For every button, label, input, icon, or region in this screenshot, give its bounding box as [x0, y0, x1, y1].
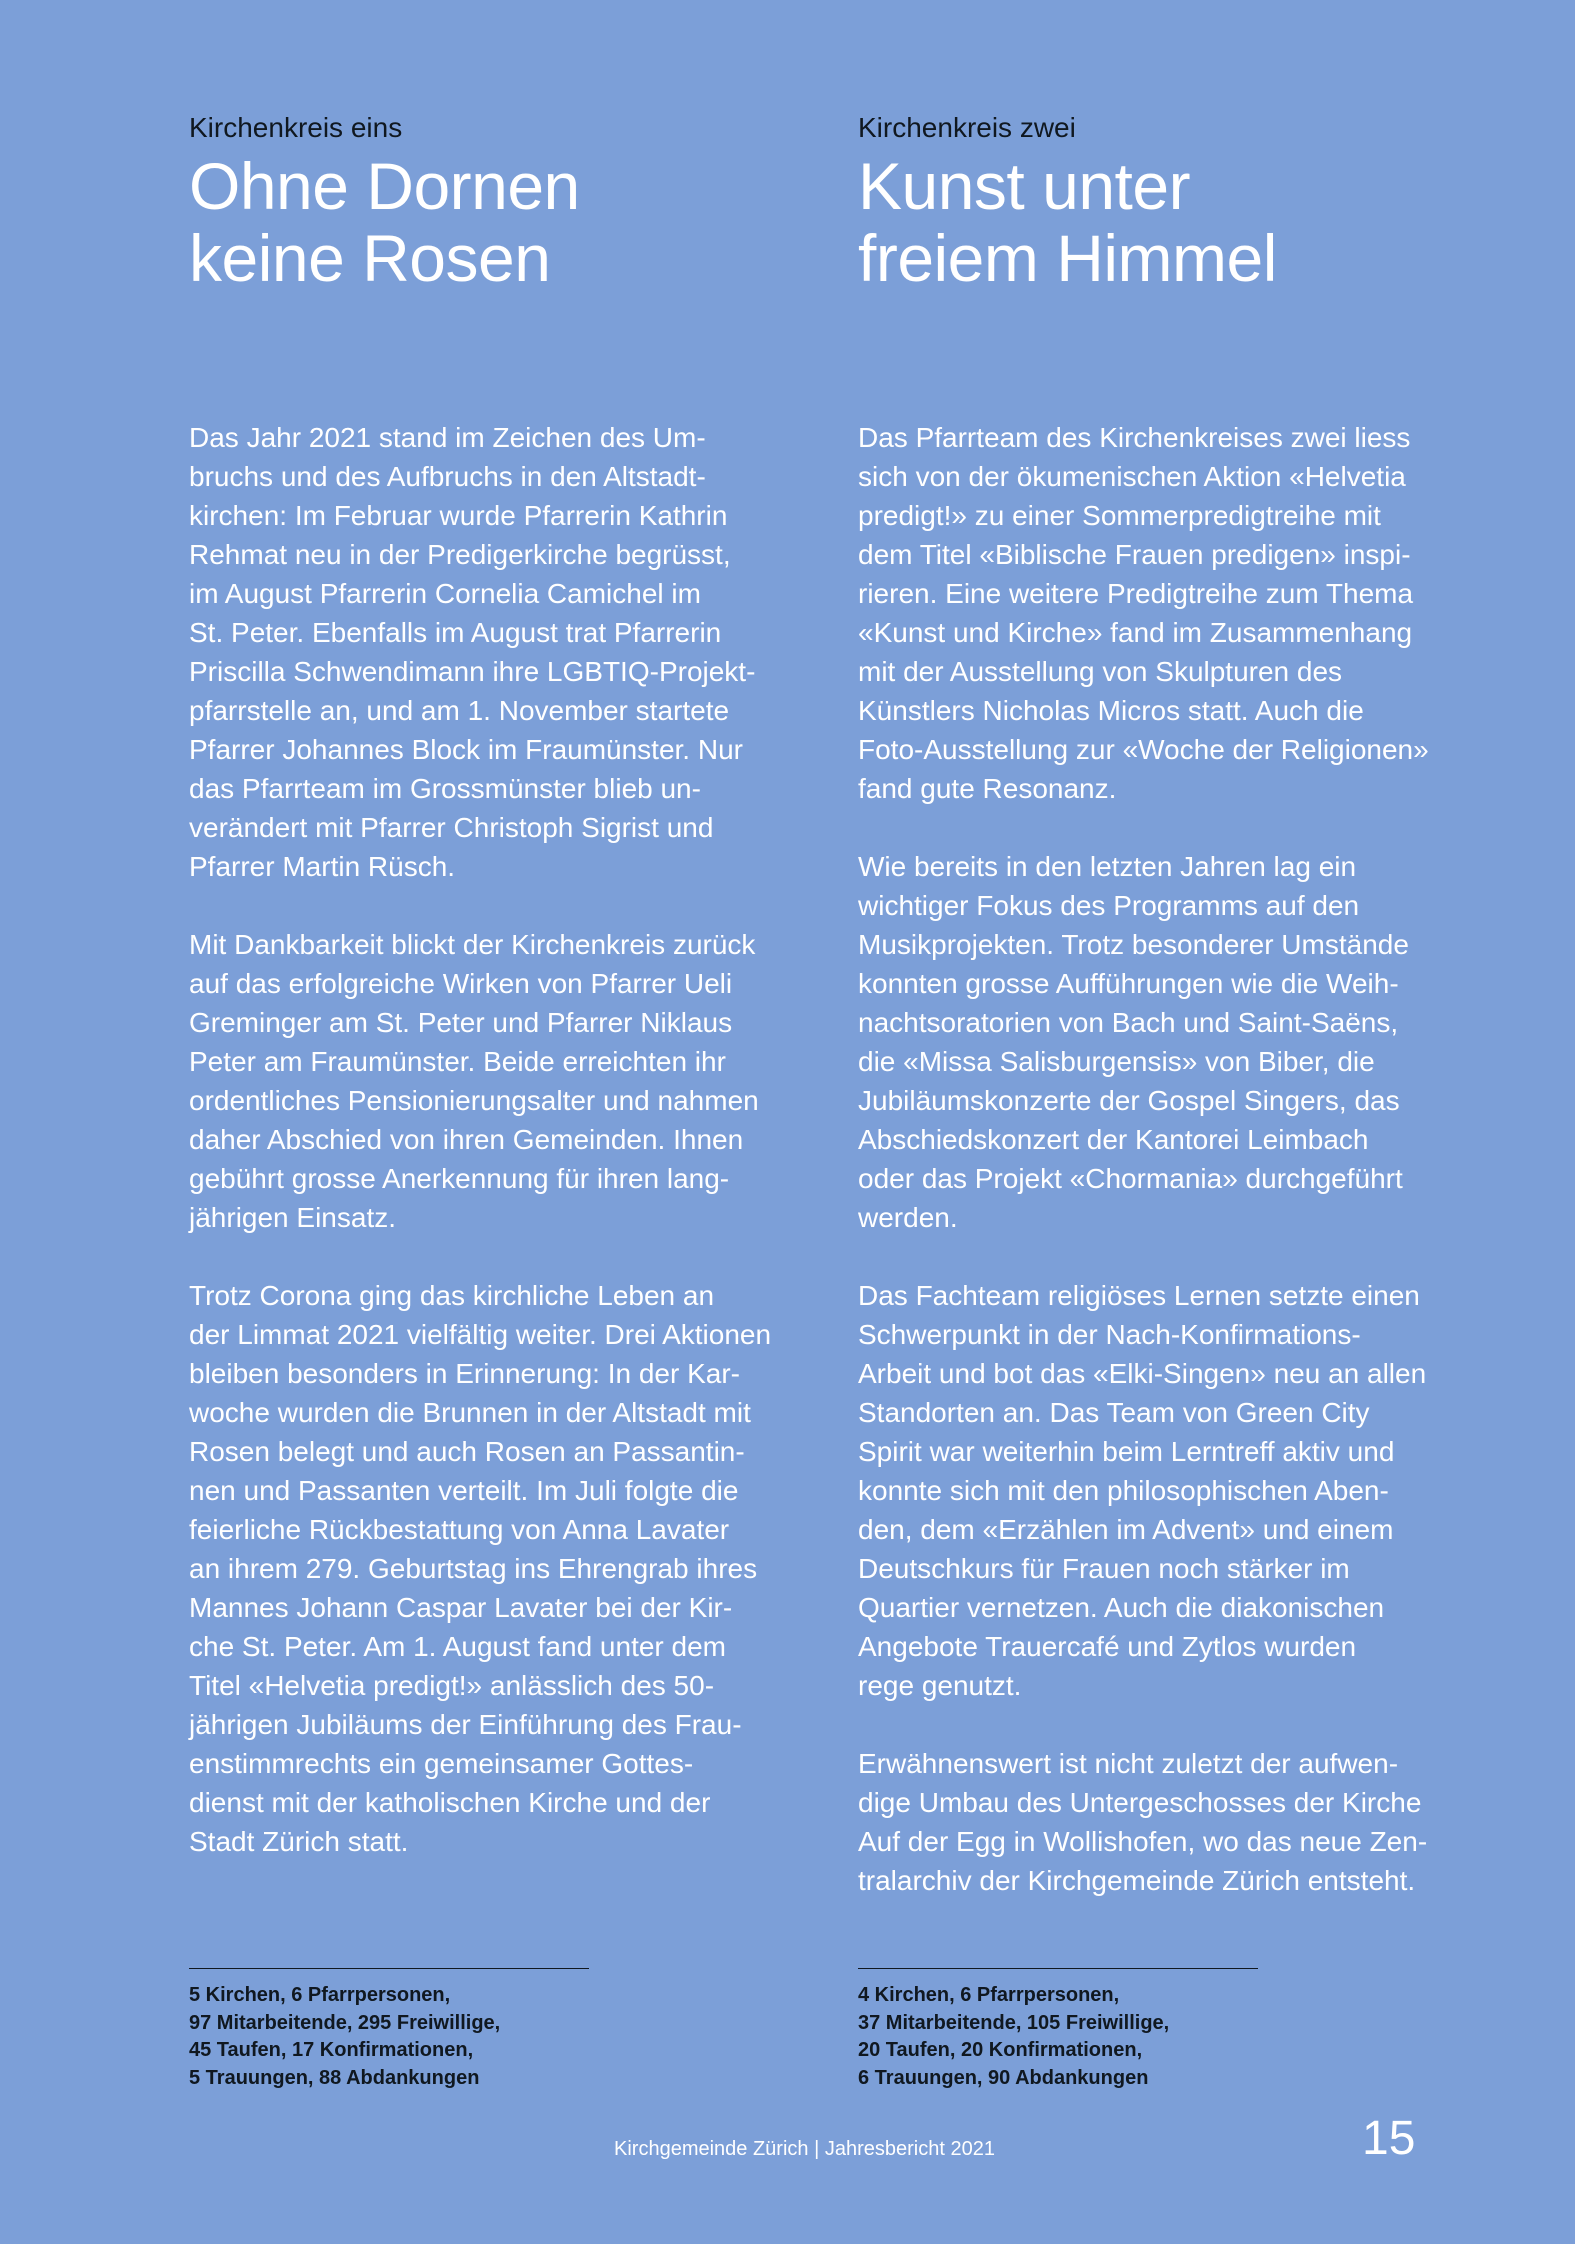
fact-line: 37 Mitarbeitende, 105 Freiwillige, — [858, 2011, 1170, 2034]
fact-line: 5 Kirchen, 6 Pfarrpersonen, — [189, 1984, 451, 2006]
paragraph-line: ordentliches Pensionierungsalter und nahmen — [189, 1085, 759, 1116]
paragraph-line: kirchen: Im Februar wurde Pfarrerin Kathrin — [189, 500, 728, 531]
column-kirchenkreis-eins — [189, 110, 829, 1857]
paragraph-line: nen und Passanten verteilt. Im Juli folgte die — [189, 1475, 739, 1506]
paragraph-line: Künstlers Nicholas Micros statt. Auch die — [858, 695, 1364, 726]
facts-kirchenkreis-eins — [189, 1982, 500, 2092]
paragraph-line: Schwerpunkt in der Nach-Konfirmations- — [858, 1319, 1361, 1350]
paragraph-line: Das Fachteam religiöses Lernen setzte einen — [858, 1280, 1420, 1311]
paragraph-line: Standorten an. Das Team von Green City — [858, 1397, 1370, 1428]
paragraph-line: Das Pfarrteam des Kirchenkreises zwei liess — [858, 422, 1411, 453]
paragraph-line: der Limmat 2021 vielfältig weiter. Drei Aktionen — [189, 1319, 772, 1350]
paragraph-line: Greminger am St. Peter und Pfarrer Niklaus — [189, 1007, 733, 1038]
paragraph-line: Pfarrer Johannes Block im Fraumünster. Nur — [189, 734, 743, 765]
column-kirchenkreis-zwei — [858, 110, 1498, 1896]
paragraph-line: Auf der Egg in Wollishofen, wo das neue Zen- — [858, 1826, 1428, 1857]
paragraph-line: jährigen Einsatz. — [189, 1202, 397, 1233]
paragraph-line: konnte sich mit den philosophischen Aben- — [858, 1475, 1389, 1506]
section-title — [189, 150, 829, 294]
paragraph-line: Peter am Fraumünster. Beide erreichten ihr — [189, 1046, 726, 1077]
paragraph — [858, 418, 1498, 808]
paragraph-line: enstimmrechts ein gemeinsamer Gottes- — [189, 1748, 694, 1779]
paragraph-line: Angebote Trauercafé und Zytlos wurden — [858, 1631, 1357, 1662]
facts-kirchenkreis-zwei — [858, 1982, 1169, 2092]
paragraph-line: den, dem «Erzählen im Advent» und einem — [858, 1514, 1394, 1545]
paragraph-line: sich von der ökumenischen Aktion «Helvetia — [858, 461, 1406, 492]
paragraph — [858, 847, 1498, 1237]
paragraph-line: rieren. Eine weitere Predigtreihe zum Thema — [858, 578, 1414, 609]
fact-line: 6 Trauungen, 90 Abdankungen — [858, 2066, 1149, 2089]
paragraph-line: mit der Ausstellung von Skulpturen des — [858, 656, 1343, 687]
paragraph-line: Mannes Johann Caspar Lavater bei der Kir- — [189, 1592, 733, 1623]
paragraph-line: die «Missa Salisburgensis» von Biber, die — [858, 1046, 1375, 1077]
paragraph-line: Musikprojekten. Trotz besonderer Umstände — [858, 929, 1409, 960]
paragraph-line: Das Jahr 2021 stand im Zeichen des Um- — [189, 422, 706, 453]
section-kicker: Kirchenkreis zwei — [858, 112, 1076, 143]
paragraph-line: nachtsoratorien von Bach und Saint-Saëns, — [858, 1007, 1399, 1038]
article-body — [858, 418, 1498, 1939]
paragraph-line: Quartier vernetzen. Auch die diakonischen — [858, 1592, 1385, 1623]
paragraph-line: che St. Peter. Am 1. August fand unter dem — [189, 1631, 726, 1662]
article-body — [189, 418, 829, 1900]
footer-publication: Kirchgemeinde Zürich | Jahresbericht 2021 — [614, 2138, 995, 2160]
paragraph-line: daher Abschied von ihren Gemeinden. Ihnen — [189, 1124, 744, 1155]
paragraph-line: Rosen belegt und auch Rosen an Passantin- — [189, 1436, 745, 1467]
paragraph-line: feierliche Rückbestattung von Anna Lavater — [189, 1514, 730, 1545]
paragraph-line: dienst mit der katholischen Kirche und der — [189, 1787, 711, 1818]
fact-line: 20 Taufen, 20 Konfirmationen, — [858, 2039, 1143, 2061]
paragraph-line: dem Titel «Biblische Frauen predigen» inspi- — [858, 539, 1411, 570]
paragraph-line: oder das Projekt «Chormania» durchgeführt — [858, 1163, 1403, 1194]
paragraph-line: Pfarrer Martin Rüsch. — [189, 851, 456, 882]
paragraph-line: Trotz Corona ging das kirchliche Leben an — [189, 1280, 715, 1311]
fact-line: 4 Kirchen, 6 Pfarrpersonen, — [858, 1984, 1120, 2006]
title-line: Ohne Dornen — [189, 149, 580, 223]
paragraph-line: an ihrem 279. Geburtstag ins Ehrengrab ihres — [189, 1553, 758, 1584]
paragraph-line: verändert mit Pfarrer Christoph Sigrist und — [189, 812, 714, 843]
facts-divider — [858, 1968, 1258, 1969]
paragraph-line: gebührt grosse Anerkennung für ihren lang- — [189, 1163, 730, 1194]
paragraph-line: konnten grosse Aufführungen wie die Weih- — [858, 968, 1399, 999]
paragraph-line: fand gute Resonanz. — [858, 773, 1117, 804]
paragraph — [189, 1276, 829, 1861]
facts-divider — [189, 1968, 589, 1969]
paragraph-line: Erwähnenswert ist nicht zuletzt der aufwen- — [858, 1748, 1399, 1779]
paragraph-line: St. Peter. Ebenfalls im August trat Pfarrerin — [189, 617, 722, 648]
paragraph-line: wichtiger Fokus des Programms auf den — [858, 890, 1360, 921]
section-title — [858, 150, 1498, 294]
title-line: Kunst unter — [858, 149, 1191, 223]
paragraph-line: dige Umbau des Untergeschosses der Kirche — [858, 1787, 1422, 1818]
paragraph — [858, 1744, 1498, 1900]
paragraph-line: «Kunst und Kirche» fand im Zusammenhang — [858, 617, 1413, 648]
paragraph-line: Arbeit und bot das «Elki-Singen» neu an allen — [858, 1358, 1427, 1389]
fact-line: 45 Taufen, 17 Konfirmationen, — [189, 2039, 474, 2061]
paragraph-line: Deutschkurs für Frauen noch stärker im — [858, 1553, 1350, 1584]
paragraph-line: predigt!» zu einer Sommerpredigtreihe mit — [858, 500, 1381, 531]
paragraph-line: Stadt Zürich statt. — [189, 1826, 409, 1857]
fact-line: 97 Mitarbeitende, 295 Freiwillige, — [189, 2011, 501, 2034]
paragraph-line: Abschiedskonzert der Kantorei Leimbach — [858, 1124, 1369, 1155]
paragraph-line: werden. — [858, 1202, 958, 1233]
paragraph-line: jährigen Jubiläums der Einführung des Frau- — [189, 1709, 742, 1740]
paragraph-line: Priscilla Schwendimann ihre LGBTIQ-Projekt- — [189, 656, 756, 687]
paragraph-line: woche wurden die Brunnen in der Altstadt mit — [189, 1397, 751, 1428]
paragraph — [858, 1276, 1498, 1705]
paragraph-line: das Pfarrteam im Grossmünster blieb un- — [189, 773, 701, 804]
paragraph-line: Foto-Ausstellung zur «Woche der Religionen» — [858, 734, 1429, 765]
paragraph-line: Spirit war weiterhin beim Lerntreff aktiv und — [858, 1436, 1395, 1467]
paragraph-line: im August Pfarrerin Cornelia Camichel im — [189, 578, 701, 609]
paragraph — [189, 925, 829, 1237]
paragraph-line: bleiben besonders in Erinnerung: In der Kar- — [189, 1358, 741, 1389]
page-number: 15 — [1362, 2112, 1416, 2165]
paragraph-line: Wie bereits in den letzten Jahren lag ein — [858, 851, 1357, 882]
paragraph-line: bruchs und des Aufbruchs in den Altstadt- — [189, 461, 706, 492]
paragraph-line: tralarchiv der Kirchgemeinde Zürich entsteht. — [858, 1865, 1416, 1896]
paragraph-line: Jubiläumskonzerte der Gospel Singers, das — [858, 1085, 1400, 1116]
section-kicker: Kirchenkreis eins — [189, 112, 403, 143]
title-line: freiem Himmel — [858, 221, 1277, 295]
paragraph-line: Titel «Helvetia predigt!» anlässlich des 50- — [189, 1670, 715, 1701]
paragraph — [189, 418, 829, 886]
paragraph-line: pfarrstelle an, und am 1. November startete — [189, 695, 730, 726]
paragraph-line: Mit Dankbarkeit blickt der Kirchenkreis zurück — [189, 929, 756, 960]
paragraph-line: auf das erfolgreiche Wirken von Pfarrer Ueli — [189, 968, 733, 999]
paragraph-line: Rehmat neu in der Predigerkirche begrüsst, — [189, 539, 731, 570]
paragraph-line: rege genutzt. — [858, 1670, 1022, 1701]
title-line: keine Rosen — [189, 221, 551, 295]
fact-line: 5 Trauungen, 88 Abdankungen — [189, 2066, 480, 2089]
